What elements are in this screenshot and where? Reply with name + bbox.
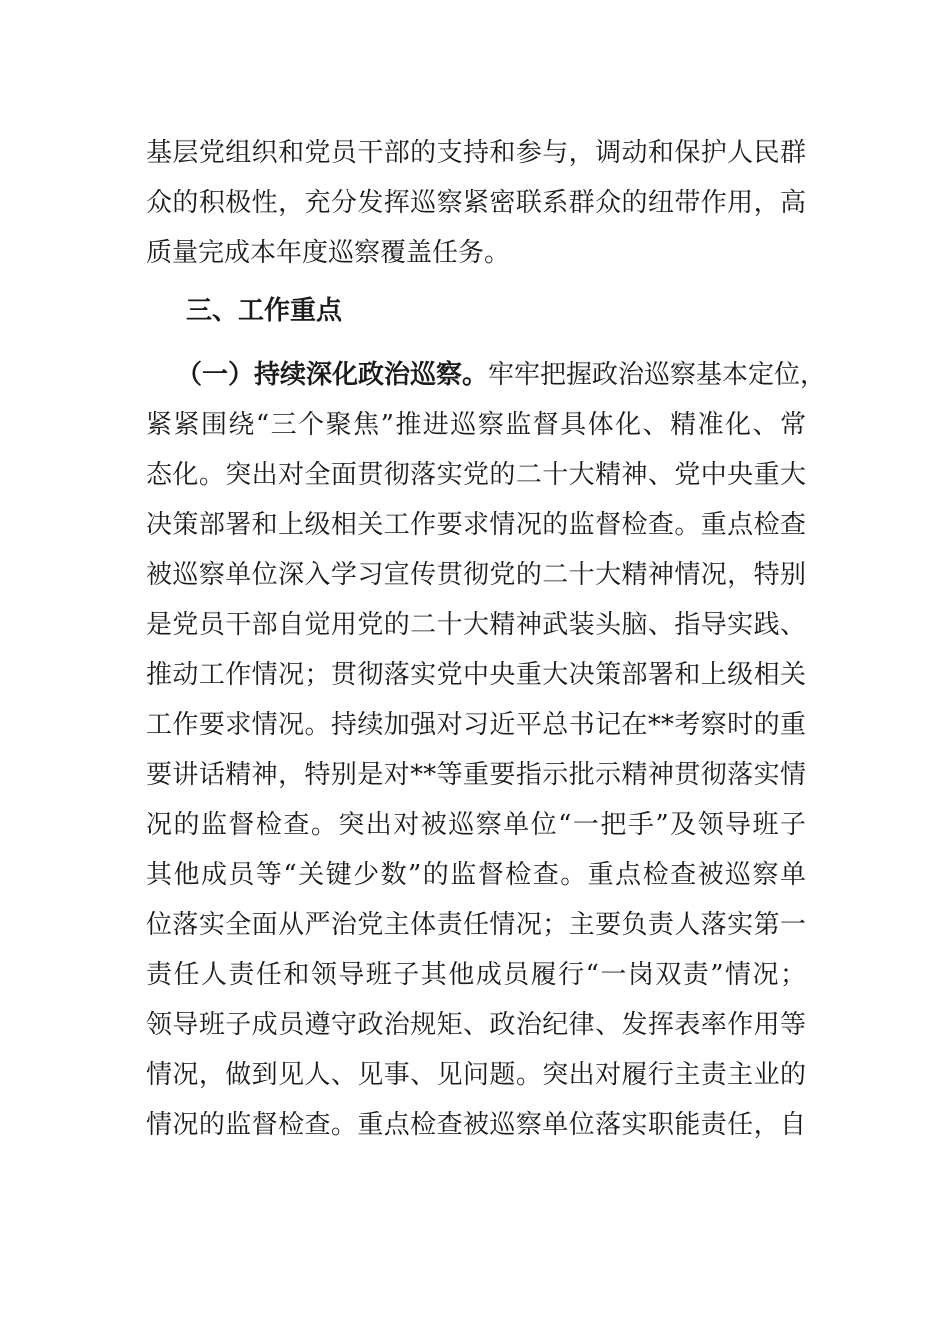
- paragraph-2-line-5: 是党员干部自觉用党的二十大精神武装头脑、指导实践、: [146, 610, 806, 640]
- paragraph-2-line-11: 位落实全面从严治党主体责任情况；主要负责人落实第一: [146, 910, 806, 940]
- paragraph-2-lead-line: [176, 355, 827, 395]
- paragraph-2-line-15: 情况的监督检查。重点检查被巡察单位落实职能责任，自: [146, 1110, 806, 1140]
- paragraph-2-line-6: 推动工作情况；贯彻落实党中央重大决策部署和上级相关: [146, 660, 806, 690]
- paragraph-2-line-12: 责任人责任和领导班子其他成员履行“一岗双责”情况；: [146, 960, 806, 990]
- paragraph-1-line-1: 基层党组织和党员干部的支持和参与，调动和保护人民群: [146, 138, 806, 168]
- paragraph-1-line-3: 质量完成本年度巡察覆盖任务。: [146, 238, 511, 268]
- paragraph-2-lead-bold: （一）持续深化政治巡察。: [176, 360, 489, 390]
- paragraph-2-line-7: 工作要求情况。持续加强对习近平总书记在**考察时的重: [146, 710, 806, 740]
- paragraph-2-line-1: 紧紧围绕“三个聚焦”推进巡察监督具体化、精准化、常: [146, 410, 806, 440]
- paragraph-2-line-14: 情况，做到见人、见事、见问题。突出对履行主责主业的: [146, 1060, 806, 1090]
- paragraph-2-line-9: 况的监督检查。突出对被巡察单位“一把手”及领导班子: [146, 810, 806, 840]
- paragraph-2-line-3: 决策部署和上级相关工作要求情况的监督检查。重点检查: [146, 510, 806, 540]
- paragraph-2-lead-rest: 牢牢把握政治巡察基本定位，: [488, 360, 827, 390]
- section-heading: 三、工作重点: [186, 296, 343, 326]
- paragraph-2-line-13: 领导班子成员遵守政治规矩、政治纪律、发挥表率作用等: [146, 1010, 806, 1040]
- paragraph-2-line-8: 要讲话精神，特别是对**等重要指示批示精神贯彻落实情: [146, 760, 806, 790]
- paragraph-2-line-10: 其他成员等“关键少数”的监督检查。重点检查被巡察单: [146, 860, 806, 890]
- paragraph-1-line-2: 众的积极性，充分发挥巡察紧密联系群众的纽带作用，高: [146, 188, 806, 218]
- paragraph-2-line-4: 被巡察单位深入学习宣传贯彻党的二十大精神情况，特别: [146, 560, 806, 590]
- paragraph-2-line-2: 态化。突出对全面贯彻落实党的二十大精神、党中央重大: [146, 460, 806, 490]
